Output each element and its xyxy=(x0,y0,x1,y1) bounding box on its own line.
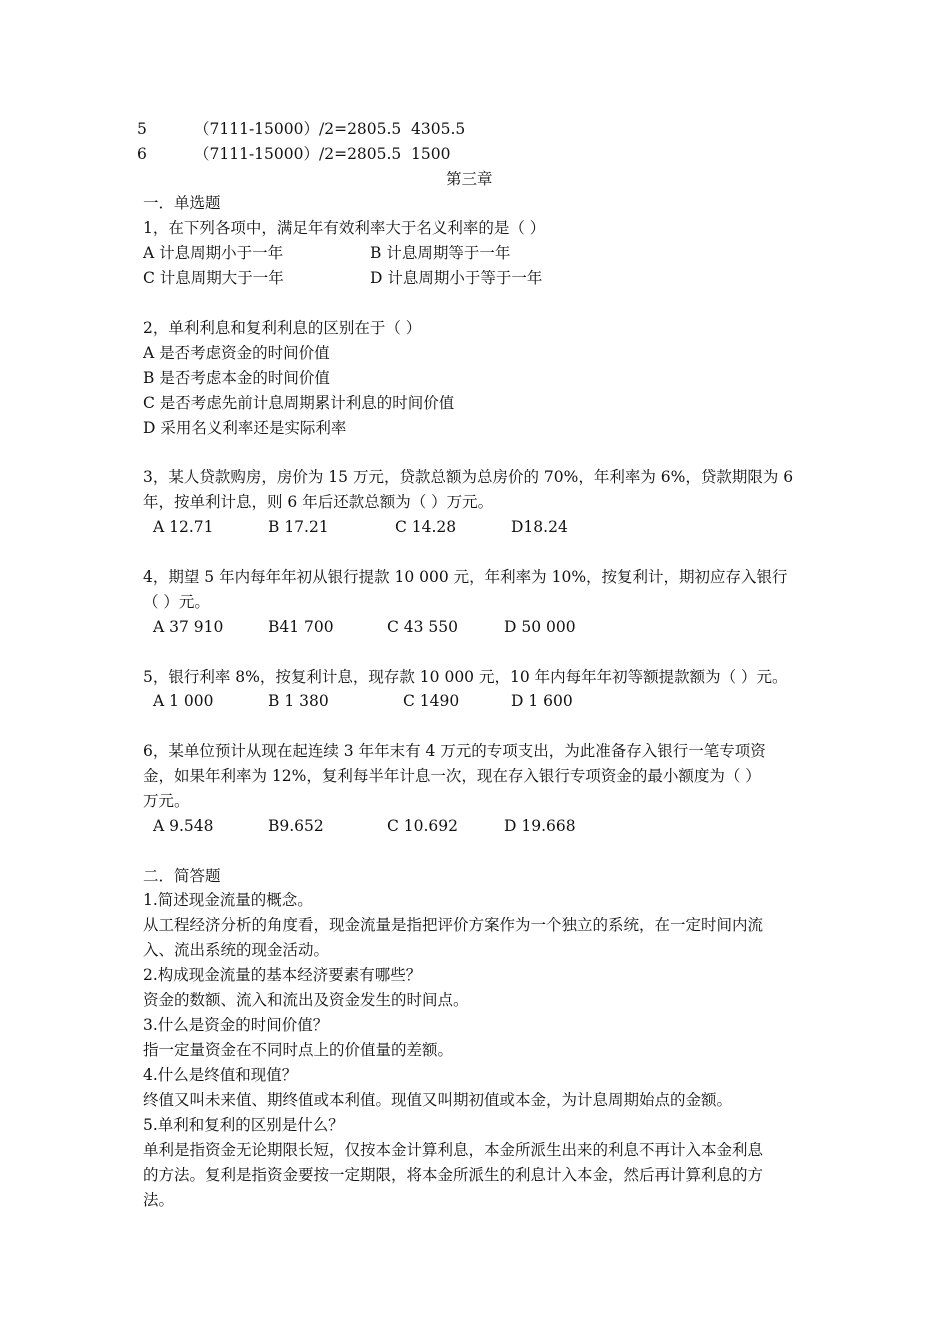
section-heading-single-choice: 一．单选题 xyxy=(143,194,221,212)
question-1-option-a: A 计息周期小于一年 xyxy=(143,244,284,262)
table-row-period: 5 xyxy=(137,120,147,138)
question-5-option-d: D 1 600 xyxy=(511,692,573,710)
short-answer-5-cont: 的方法。复利是指资金要按一定期限，将本金所派生的利息计入本金，然后再计算利息的方 xyxy=(143,1166,764,1184)
question-1-option-b: B 计息周期等于一年 xyxy=(370,244,511,262)
short-question-1: 1.简述现金流量的概念。 xyxy=(143,891,313,909)
question-2-stem: 2，单利利息和复利利息的区别在于（ ） xyxy=(143,319,422,337)
question-2-option-b: B 是否考虑本金的时间价值 xyxy=(143,369,330,387)
question-6-stem-cont: 万元。 xyxy=(143,792,190,810)
question-5-option-c: C 1490 xyxy=(403,692,460,710)
question-4-option-c: C 43 550 xyxy=(387,618,459,636)
short-answer-4: 终值又叫未来值、期终值或本利值。现值又叫期初值或本金，为计息周期始点的金额。 xyxy=(143,1091,733,1109)
question-3-stem-cont: 年，按单利计息，则 6 年后还款总额为（ ）万元。 xyxy=(143,493,494,511)
question-5-option-b: B 1 380 xyxy=(268,692,329,710)
short-answer-1: 从工程经济分析的角度看，现金流量是指把评价方案作为一个独立的系统，在一定时间内流 xyxy=(143,916,764,934)
question-5-option-a: A 1 000 xyxy=(153,692,214,710)
short-answer-2: 资金的数额、流入和流出及资金发生的时间点。 xyxy=(143,991,469,1009)
question-3-option-c: C 14.28 xyxy=(395,518,457,536)
question-6-option-b: B9.652 xyxy=(268,817,324,835)
question-2-option-c: C 是否考虑先前计息周期累计利息的时间价值 xyxy=(143,394,455,412)
table-row-value: 1500 xyxy=(411,145,451,163)
question-3-option-d: D18.24 xyxy=(511,518,568,536)
short-question-4: 4.什么是终值和现值？ xyxy=(143,1066,298,1084)
question-3-option-b: B 17.21 xyxy=(268,518,329,536)
short-answer-3: 指一定量资金在不同时点上的价值量的差额。 xyxy=(143,1041,454,1059)
question-1-stem: 1，在下列各项中，满足年有效利率大于名义利率的是（ ） xyxy=(143,219,546,237)
question-3-stem: 3，某人贷款购房，房价为 15 万元，贷款总额为总房价的 70%，年利率为 6%，贷款期限为 6 xyxy=(143,468,794,486)
question-6-option-d: D 19.668 xyxy=(504,817,576,835)
question-4-stem-cont: （ ）元。 xyxy=(143,593,210,611)
question-4-option-d: D 50 000 xyxy=(504,618,576,636)
question-4-stem: 4，期望 5 年内每年年初从银行提款 10 000 元，年利率为 10%，按复利计，期初应存入银行 xyxy=(143,568,788,586)
question-2-option-d: D 采用名义利率还是实际利率 xyxy=(143,419,347,437)
question-6-option-c: C 10.692 xyxy=(387,817,459,835)
short-question-2: 2.构成现金流量的基本经济要素有哪些？ xyxy=(143,966,422,984)
short-question-5: 5.单利和复利的区别是什么？ xyxy=(143,1116,344,1134)
short-question-3: 3.什么是资金的时间价值？ xyxy=(143,1016,329,1034)
short-answer-5: 单利是指资金无论期限长短，仅按本金计算利息，本金所派生出来的利息不再计入本金利息 xyxy=(143,1141,764,1159)
section-heading-short-answer: 二．简答题 xyxy=(143,867,221,885)
table-row-value: 4305.5 xyxy=(411,120,466,138)
chapter-title: 第三章 xyxy=(446,170,493,188)
question-3-option-a: A 12.71 xyxy=(153,518,214,536)
question-6-option-a: A 9.548 xyxy=(153,817,214,835)
question-6-stem-cont: 金，如果年利率为 12%，复利每半年计息一次，现在存入银行专项资金的最小额度为（ ） xyxy=(143,767,761,785)
question-4-option-a: A 37 910 xyxy=(153,618,224,636)
table-row-formula: （7111-15000）/2=2805.5 xyxy=(194,145,402,163)
table-row-period: 6 xyxy=(137,145,147,163)
table-row-formula: （7111-15000）/2=2805.5 xyxy=(194,120,402,138)
question-1-option-c: C 计息周期大于一年 xyxy=(143,269,284,287)
question-2-option-a: A 是否考虑资金的时间价值 xyxy=(143,344,330,362)
question-6-stem: 6，某单位预计从现在起连续 3 年年末有 4 万元的专项支出，为此准备存入银行一笔专项资 xyxy=(143,742,766,760)
short-answer-5-cont: 法。 xyxy=(143,1191,175,1209)
question-1-option-d: D 计息周期小于等于一年 xyxy=(370,269,543,287)
question-4-option-b: B41 700 xyxy=(268,618,334,636)
short-answer-1-cont: 入、流出系统的现金活动。 xyxy=(143,941,330,959)
question-5-stem: 5，银行利率 8%，按复利计息，现存款 10 000 元，10 年内每年年初等额提款额为（ ）元。 xyxy=(143,668,788,686)
